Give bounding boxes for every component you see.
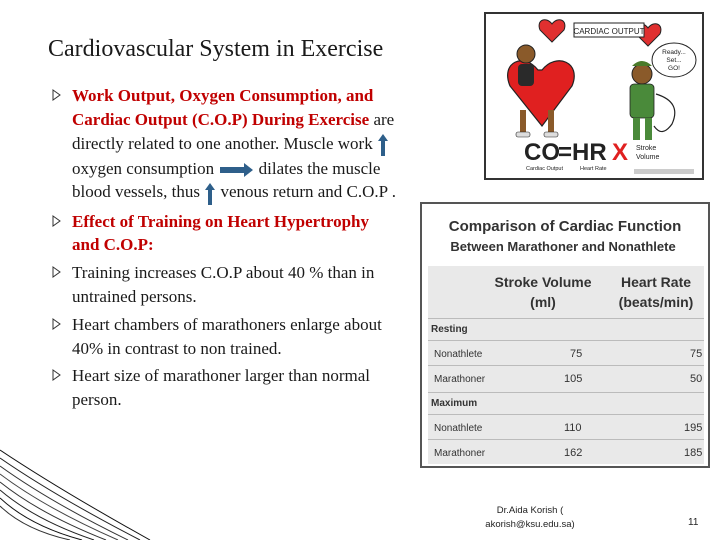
up-arrow-icon — [204, 182, 216, 206]
bullet-1-heading: Work Output, Oxygen Consumption, and Cardiac Output (C.O.P) During — [72, 86, 374, 129]
up-arrow-icon — [377, 133, 389, 157]
right-arrow-icon — [218, 162, 254, 178]
section-resting: Resting — [431, 324, 468, 335]
speech-text-2: Set... — [666, 57, 682, 64]
runner-leg — [520, 110, 526, 134]
bullet-item — [52, 313, 397, 361]
cardiac-function-table — [420, 202, 710, 468]
author-email: akorish@ksu.edu.sa) — [485, 519, 575, 530]
bullet-arrow-icon — [52, 369, 61, 381]
row-divider — [428, 439, 704, 440]
col-stroke-volume-header — [488, 272, 598, 312]
table-title: Comparison of Cardiac Function — [448, 218, 682, 235]
row-label: Nonathlete — [434, 349, 483, 360]
cell-heart-rate: 75 — [690, 348, 703, 360]
stethoscope-icon — [654, 94, 675, 132]
bullet-1-text-1: are directly related to one another. Muscle work — [72, 109, 395, 153]
cell-heart-rate: 195 — [684, 422, 703, 434]
author-name: Dr.Aida Korish ( — [496, 505, 564, 516]
coach-body — [630, 84, 654, 118]
speech-text-3: GO! — [668, 65, 680, 72]
cell-heart-rate: 50 — [690, 373, 703, 385]
label-heart-rate: Heart Rate — [580, 166, 607, 172]
bullet-arrow-icon — [52, 266, 61, 278]
cartoon-illustration — [486, 14, 702, 178]
cell-stroke-volume: 110 — [564, 422, 582, 434]
table-body — [428, 266, 704, 464]
bullet-1-text-4: venous return and C.O.P . — [216, 182, 396, 202]
col-stroke-volume-title: Stroke Volume — [494, 274, 592, 290]
runner-head — [517, 45, 535, 63]
bullet-item — [52, 261, 397, 309]
col-stroke-volume-unit: (ml) — [530, 294, 556, 310]
cell-stroke-volume: 162 — [564, 447, 583, 459]
col-heart-rate-header — [606, 272, 706, 312]
page-number: 11 — [688, 517, 699, 528]
col-heart-rate-unit: (beats/min) — [618, 294, 694, 310]
row-divider — [428, 392, 704, 393]
bullet-2-text: Effect of Training on Heart Hypertrophy and C.O.P: — [72, 211, 370, 255]
label-stroke: Stroke — [636, 145, 657, 152]
speech-text-1: Ready... — [662, 49, 686, 56]
row-divider — [428, 318, 704, 319]
label-cardiac-output: Cardiac Output — [526, 166, 563, 172]
row-label: Marathoner — [434, 374, 486, 385]
cell-heart-rate: 185 — [684, 447, 703, 459]
bullet-arrow-icon — [52, 318, 61, 330]
slide-title: Cardiovascular System in Exercise — [48, 36, 384, 62]
bullet-item — [52, 364, 397, 412]
formula-x: X — [612, 139, 629, 166]
row-divider — [428, 365, 704, 366]
row-label: Marathoner — [434, 448, 486, 459]
label-volume: Volume — [636, 154, 660, 161]
bullet-1-text-3: dilates the muscle blood vessels, thus — [72, 158, 381, 202]
row-divider — [428, 340, 704, 341]
coach-head — [632, 64, 652, 84]
formula-co: CO — [524, 139, 560, 166]
row-label: Nonathlete — [434, 423, 483, 434]
copyright-strip — [634, 169, 694, 174]
banner-text: CARDIAC OUTPUT — [573, 27, 645, 36]
cardiac-output-cartoon — [484, 12, 704, 180]
formula-equals: = — [558, 139, 573, 166]
corner-decoration — [0, 440, 160, 540]
small-heart-icon — [539, 20, 565, 42]
bullet-arrow-icon — [52, 215, 61, 227]
bullet-item — [52, 84, 397, 206]
row-divider — [428, 414, 704, 415]
cell-stroke-volume: 105 — [564, 373, 583, 385]
bullet-5-text: Heart size of marathoner larger than normal person. — [72, 366, 370, 410]
bullet-1-heading-tail: Exercise — [308, 109, 370, 129]
bullet-list — [52, 84, 397, 412]
big-heart-character — [508, 61, 575, 126]
runner-shirt — [518, 64, 534, 86]
bullet-4-text: Heart chambers of marathoners enlarge about 40% in contrast to non trained. — [72, 314, 382, 358]
cell-stroke-volume: 75 — [570, 348, 583, 360]
col-heart-rate-title: Heart Rate — [620, 274, 692, 290]
formula-hr: HR — [572, 139, 607, 166]
runner-leg — [548, 110, 554, 134]
table-subtitle: Between Marathoner and Nonathlete — [450, 239, 676, 254]
footer-author — [420, 504, 640, 532]
bullet-arrow-icon — [52, 89, 61, 101]
bullet-3-text: Training increases C.O.P about 40 % than in untrained persons. — [72, 263, 375, 306]
section-maximum: Maximum — [431, 398, 478, 409]
bullet-1-text-2: oxygen consumption — [72, 158, 215, 178]
bullet-item — [52, 210, 397, 258]
